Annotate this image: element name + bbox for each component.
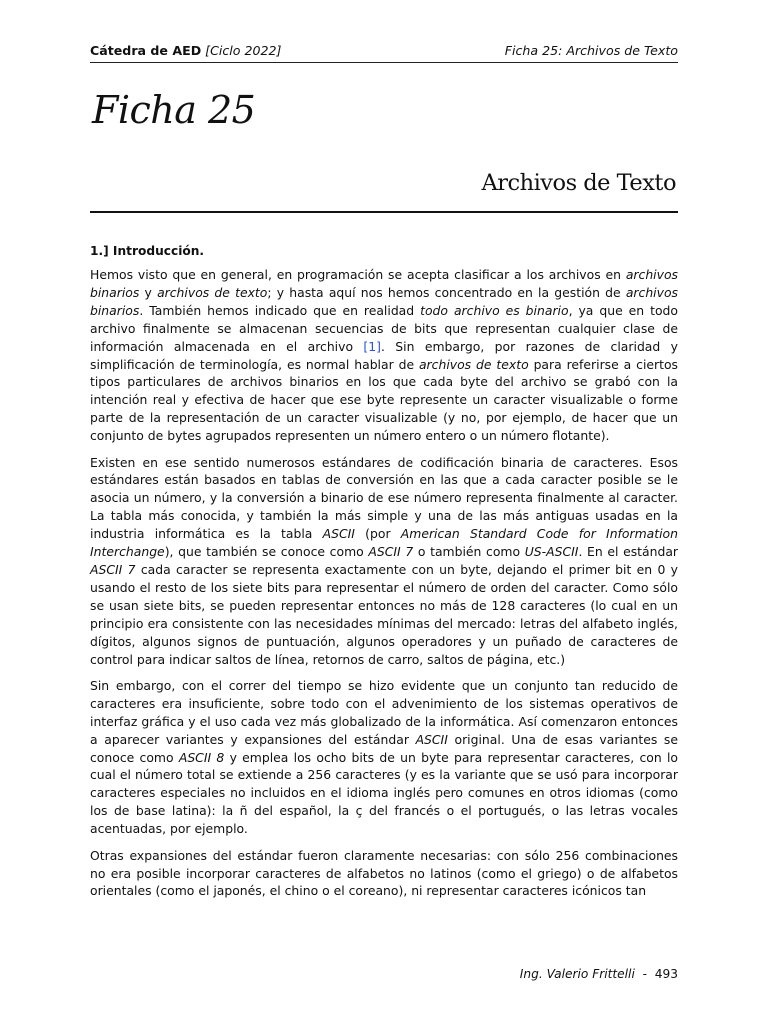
- text-run: Sin embargo, con el correr del tiempo se hizo evidente que un conjunto tan reducido de caracteres era insuficiente, sobre todo con el advenimiento de los sistemas operativos de interfaz gráfica y el uso cada vez más globalizado de la informática. Así comenzaron entonces a aparecer variantes y expansiones del estándar: [90, 677, 678, 747]
- text-run: Existen en ese sentido numerosos estándares de codificación binaria de caracteres. Esos estándares están basados en tablas de conversión en las que a cada caracter posible se le asocia un número, y la conversión a binario de ese número representa finalmente al caracter. La tabla más conocida, y también la más simple y una de las más antiguas usadas en la industria informática es la tabla: [90, 454, 678, 542]
- text-run: Hemos visto que en general, en programación se acepta clasificar a los archivos en: [90, 267, 626, 282]
- emphasis: archivos de texto: [157, 284, 268, 300]
- emphasis: ASCII: [415, 731, 448, 747]
- page-footer: [520, 964, 678, 984]
- header-cycle: [Ciclo 2022]: [205, 43, 282, 58]
- reference-link[interactable]: [1]: [363, 338, 381, 354]
- text-run: ), que también se conoce como: [164, 544, 369, 560]
- footer-separator: -: [634, 967, 655, 981]
- emphasis: todo archivo es binario: [420, 302, 569, 318]
- body-text: [90, 266, 678, 909]
- text-run: (por: [354, 526, 401, 542]
- text-run: . Sin embargo, por razones de claridad y simplificación de terminología, es normal hablar de: [90, 338, 678, 372]
- header-course-name: Cátedra de AED: [90, 43, 202, 58]
- page-number: 493: [654, 967, 678, 981]
- ficha-title: Ficha 25: [92, 88, 256, 132]
- text-run: cada caracter se representa exactamente con un byte, dejando el primer bit en 0 y usando el resto de los siete bits para representar el número de orden del caracter. Como sólo se usan siete bits, se pueden representar entonces no más de 128 caracteres (lo cual en un principio era consistente con las necesidades mínimas del mercado: letras del alfabeto inglés, dígitos, algunos signos de puntuación, algunos operadores y un puñado de caracteres de control para indicar saltos de línea, retornos de carro, saltos de página, etc.): [90, 562, 678, 667]
- emphasis: ASCII 7: [90, 562, 136, 577]
- emphasis: US-ASCII: [524, 544, 579, 560]
- emphasis: American Standard Code for Information Interchange: [90, 526, 678, 560]
- emphasis: ASCII: [322, 526, 355, 542]
- header-chapter: Ficha 25: Archivos de Texto: [504, 43, 678, 58]
- emphasis: archivos binarios: [90, 267, 678, 300]
- text-run: y emplea los ocho bits de un byte para representar caracteres, con lo cual el número total se extiende a 256 caracteres (y es la variante que se usó para incorporar caracteres especiales no incluidos en el idioma inglés pero comunes en otros idiomas (como los de base latina): la ñ del español, la ç del francés o el portugués, o las letras vocales acentuadas, por ejemplo.: [90, 749, 678, 837]
- document-page: [90, 0, 678, 1024]
- header-course: [90, 41, 281, 61]
- text-run: Otras expansiones del estándar fueron claramente necesarias: con sólo 256 combinaciones no era posible incorporar caracteres de alfabetos no latinos (como el griego) o de alfabetos orientales (como el japonés, el chino o el coreano), ni representar caracteres icónicos tan: [90, 847, 678, 899]
- emphasis: archivos de texto: [418, 356, 529, 372]
- paragraph-1: [90, 266, 678, 445]
- emphasis: ASCII 8: [178, 749, 225, 765]
- emphasis: archivos binarios: [90, 284, 678, 318]
- section-heading: 1.] Introducción.: [90, 244, 205, 258]
- text-run: . En el estándar: [578, 544, 679, 560]
- text-run: y: [139, 284, 158, 300]
- title-divider: [90, 211, 678, 213]
- text-run: o también como: [413, 544, 525, 560]
- text-run: para referirse a ciertos tipos particulares de archivos binarios en los que cada byte del archivo se grabó con la intención real y efectiva de hacer que ese byte represente un caracter visualizable o forme parte de la representación de un caracter visualizable (y no, por ejemplo, de hacer que un conjunto de bytes agrupados representen un número entero o un número flotante).: [90, 356, 678, 444]
- paragraph-2: [90, 454, 678, 669]
- text-run: , ya que en todo archivo finalmente se almacenan secuencias de bits que representan cualquier clase de información almacenada en el archivo: [90, 302, 678, 354]
- text-run: . También hemos indicado que en realidad: [139, 302, 421, 318]
- text-run: ; y hasta aquí nos hemos concentrado en la gestión de: [267, 284, 626, 300]
- paragraph-4: [90, 847, 678, 901]
- emphasis: ASCII 7: [368, 544, 414, 560]
- page-header: [90, 41, 678, 61]
- text-run: original. Una de esas variantes se conoce como: [90, 731, 678, 765]
- chapter-title: Archivos de Texto: [481, 170, 676, 196]
- header-divider: [90, 62, 678, 63]
- paragraph-3: [90, 677, 678, 838]
- footer-author: Ing. Valerio Frittelli: [519, 967, 635, 981]
